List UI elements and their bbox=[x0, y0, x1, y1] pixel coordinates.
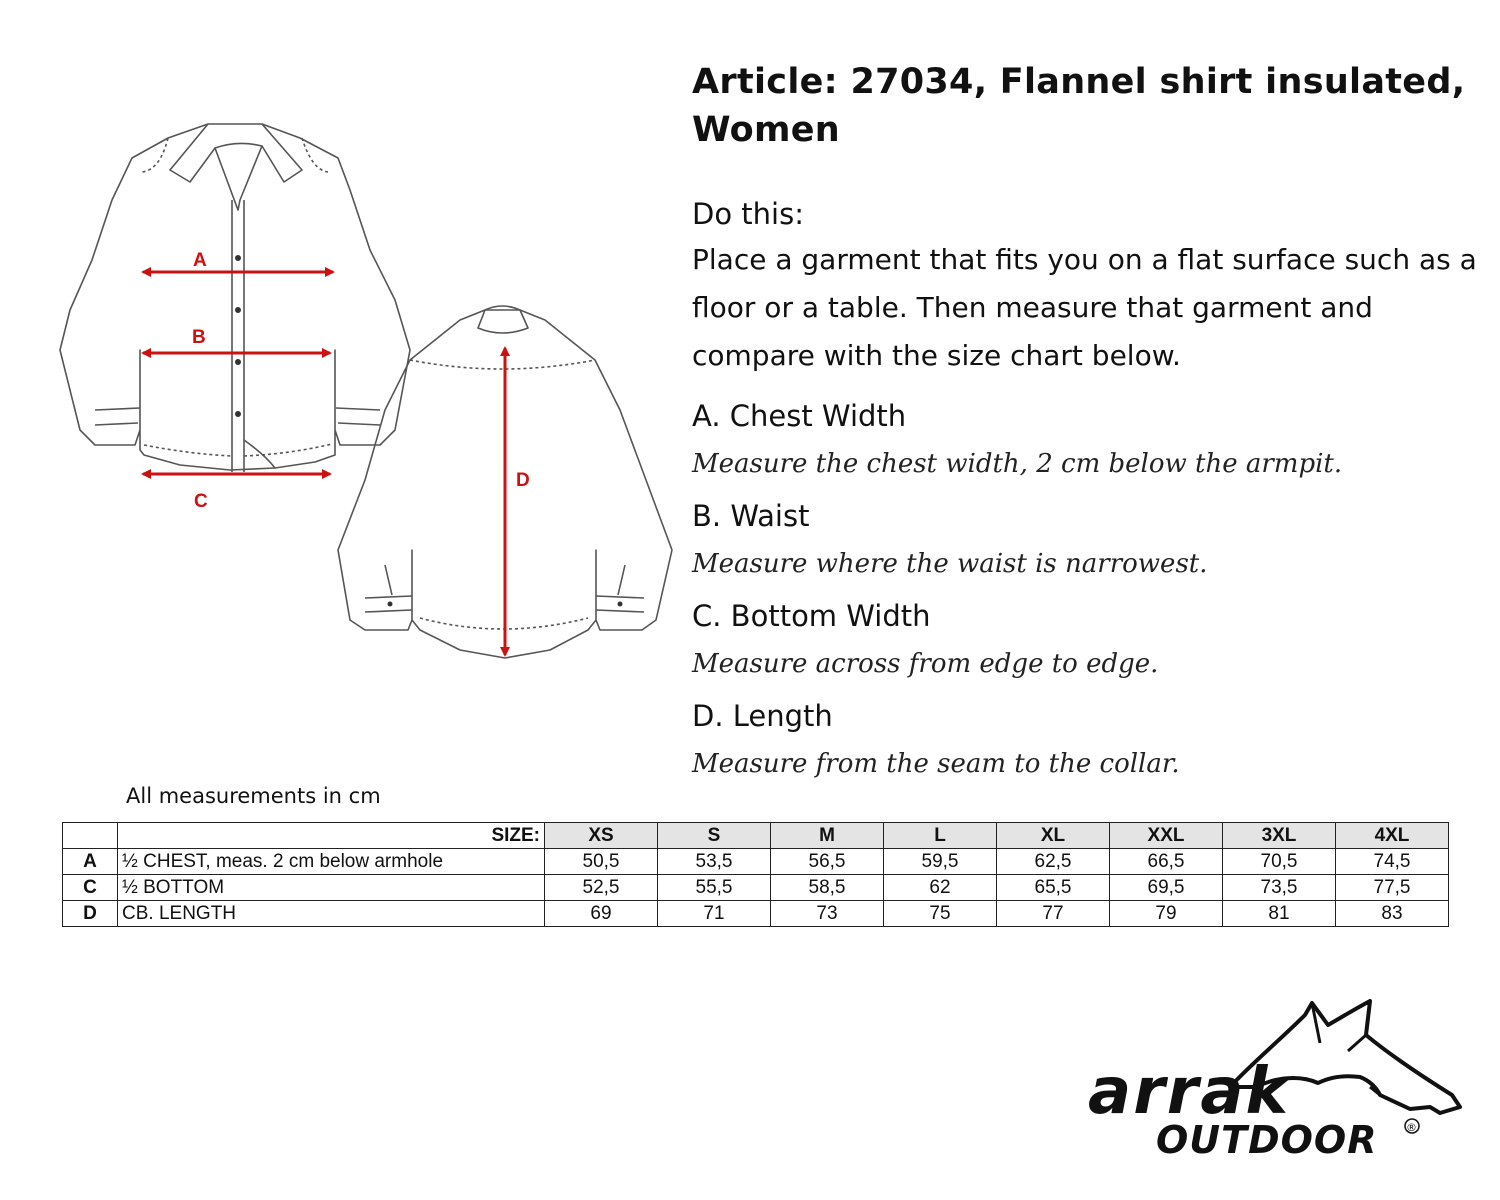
logo-sub-text: OUTDOOR bbox=[1156, 1118, 1378, 1162]
table-row bbox=[63, 901, 1449, 927]
table-cell: 62 bbox=[884, 875, 997, 901]
label-b: B bbox=[192, 327, 206, 348]
table-cell: 53,5 bbox=[658, 849, 771, 875]
table-cell: 77 bbox=[997, 901, 1110, 927]
table-cell: 79 bbox=[1110, 901, 1223, 927]
article-title: Article: 27034, Flannel shirt insulated, Women bbox=[692, 62, 1466, 150]
front-buttons bbox=[235, 255, 241, 417]
table-cell: 66,5 bbox=[1110, 849, 1223, 875]
logo-registered-mark: ® bbox=[1406, 1121, 1417, 1134]
info-panel bbox=[692, 58, 1482, 792]
table-cell: 55,5 bbox=[658, 875, 771, 901]
table-row bbox=[63, 875, 1449, 901]
label-c: C bbox=[194, 491, 208, 512]
instructions-text: Place a garment that fits you on a flat surface such as a floor or a table. Then measure that garment and compare with the size chart below. bbox=[692, 243, 1477, 372]
label-d: D bbox=[516, 470, 530, 491]
size-header-l: L bbox=[884, 823, 997, 849]
row-letter: C bbox=[63, 875, 118, 901]
table-header-row bbox=[63, 823, 1449, 849]
size-label-cell: SIZE: bbox=[118, 823, 545, 849]
table-cell: 52,5 bbox=[545, 875, 658, 901]
measurement-heading-c: C. Bottom Width bbox=[692, 599, 931, 633]
logo-brand-text: arrak bbox=[1088, 1055, 1291, 1129]
shirt-drawings-svg bbox=[40, 110, 690, 690]
size-header-4xl: 4XL bbox=[1336, 823, 1449, 849]
table-cell: 58,5 bbox=[771, 875, 884, 901]
shirt-front bbox=[60, 124, 410, 472]
table-cell: 65,5 bbox=[997, 875, 1110, 901]
measurement-heading-d: D. Length bbox=[692, 699, 833, 733]
table-cell: 69 bbox=[545, 901, 658, 927]
row-letter: D bbox=[63, 901, 118, 927]
table-cell: 50,5 bbox=[545, 849, 658, 875]
size-header-3xl: 3XL bbox=[1223, 823, 1336, 849]
brand-logo bbox=[1080, 995, 1470, 1165]
table-cell: 73,5 bbox=[1223, 875, 1336, 901]
table-row bbox=[63, 849, 1449, 875]
table-cell: 83 bbox=[1336, 901, 1449, 927]
row-letter: A bbox=[63, 849, 118, 875]
measurement-desc-b: Measure where the waist is narrowest. bbox=[692, 549, 1208, 579]
wolf-logo-icon bbox=[1080, 995, 1470, 1165]
table-cell: 70,5 bbox=[1223, 849, 1336, 875]
instructions-heading: Do this: bbox=[692, 197, 804, 231]
table-cell: 56,5 bbox=[771, 849, 884, 875]
garment-diagram bbox=[40, 110, 690, 690]
measurement-heading-a: A. Chest Width bbox=[692, 399, 907, 433]
measurement-desc-a: Measure the chest width, 2 cm below the armpit. bbox=[692, 449, 1343, 479]
measurement-desc-d: Measure from the seam to the collar. bbox=[692, 749, 1180, 779]
table-cell: 74,5 bbox=[1336, 849, 1449, 875]
row-label: ½ BOTTOM bbox=[118, 875, 545, 901]
size-header-xxl: XXL bbox=[1110, 823, 1223, 849]
measurement-desc-c: Measure across from edge to edge. bbox=[692, 649, 1159, 679]
size-header-s: S bbox=[658, 823, 771, 849]
table-cell: 81 bbox=[1223, 901, 1336, 927]
header-corner-cell bbox=[63, 823, 118, 849]
table-cell: 71 bbox=[658, 901, 771, 927]
unit-note: All measurements in cm bbox=[126, 784, 381, 808]
table-cell: 69,5 bbox=[1110, 875, 1223, 901]
table-cell: 59,5 bbox=[884, 849, 997, 875]
size-header-xs: XS bbox=[545, 823, 658, 849]
size-header-m: M bbox=[771, 823, 884, 849]
table-cell: 75 bbox=[884, 901, 997, 927]
table-cell: 77,5 bbox=[1336, 875, 1449, 901]
measurement-heading-b: B. Waist bbox=[692, 499, 810, 533]
size-chart-table bbox=[62, 822, 1449, 927]
table-cell: 62,5 bbox=[997, 849, 1110, 875]
label-a: A bbox=[193, 250, 207, 271]
size-header-xl: XL bbox=[997, 823, 1110, 849]
table-cell: 73 bbox=[771, 901, 884, 927]
row-label: CB. LENGTH bbox=[118, 901, 545, 927]
row-label: ½ CHEST, meas. 2 cm below armhole bbox=[118, 849, 545, 875]
